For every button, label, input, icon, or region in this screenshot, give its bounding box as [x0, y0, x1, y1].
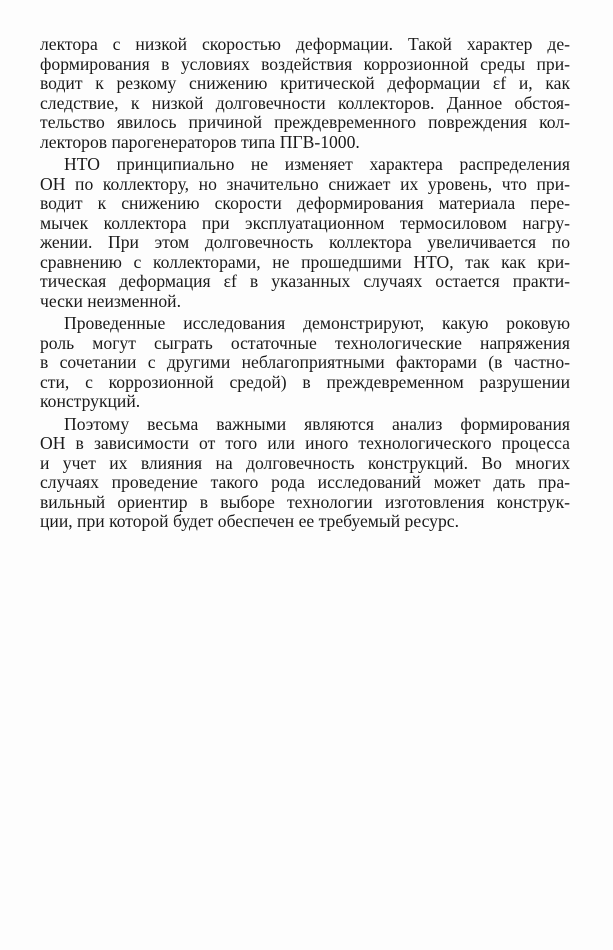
text-line: и учет их влияния на долговечность конструкций. Во многих [40, 452, 570, 473]
paragraph-1 [40, 35, 570, 152]
body-text [40, 35, 570, 532]
text-line: в сочетании с другими неблагоприятными факторами (в частно- [40, 352, 570, 372]
text-line: ОН по коллектору, но значительно снижает их уровень, что при- [40, 173, 570, 194]
text-line: ции, при которой будет обеспечен ее требуемый ресурс. [40, 511, 459, 531]
text-line: формирования в условиях воздействия коррозионной среды при- [40, 53, 570, 74]
text-line: следствие, к низкой долговечности коллекторов. Данное обстоя- [40, 92, 570, 113]
text-line: Поэтому весьма важными являются анализ формирования [64, 413, 570, 434]
text-line: лектора с низкой скоростью деформации. Такой характер де- [40, 34, 570, 54]
text-line: тическая деформация εf в указанных случаях остается практи- [40, 271, 570, 291]
text-line: водит к резкому снижению критической деформации εf и, как [40, 73, 570, 93]
text-line: роль могут сыграть остаточные технологические напряжения [40, 332, 570, 353]
text-line: мычек коллектора при эксплуатационном термосиловом нагру- [40, 212, 570, 233]
text-line: чески неизменной. [40, 290, 181, 311]
paragraph-4 [40, 415, 570, 532]
text-line: лекторов парогенераторов типа ПГВ-1000. [40, 131, 360, 152]
text-line: вильный ориентир в выборе технологии изготовления конструк- [40, 491, 570, 512]
paragraph-3 [40, 314, 570, 412]
text-line: жении. При этом долговечность коллектора увеличивается по [40, 232, 570, 252]
text-line: ОН в зависимости от того или иного технологического процесса [40, 433, 570, 453]
paragraph-2 [40, 155, 570, 311]
text-line: случаях проведение такого рода исследований может дать пра- [40, 472, 570, 492]
text-line: водит к снижению скорости деформирования материала пере- [40, 193, 570, 213]
text-line: НТО принципиально не изменяет характера распределения [64, 154, 570, 174]
text-line: тельство явилось причиной преждевременного повреждения кол- [40, 112, 570, 132]
text-line: конструкций. [40, 391, 141, 411]
text-line: сравнению с коллекторами, не прошедшими НТО, так как кри- [40, 251, 570, 272]
text-line: Проведенные исследования демонстрируют, какую роковую [64, 313, 570, 333]
text-line: сти, с коррозионной средой) в преждевременном разрушении [40, 371, 570, 392]
